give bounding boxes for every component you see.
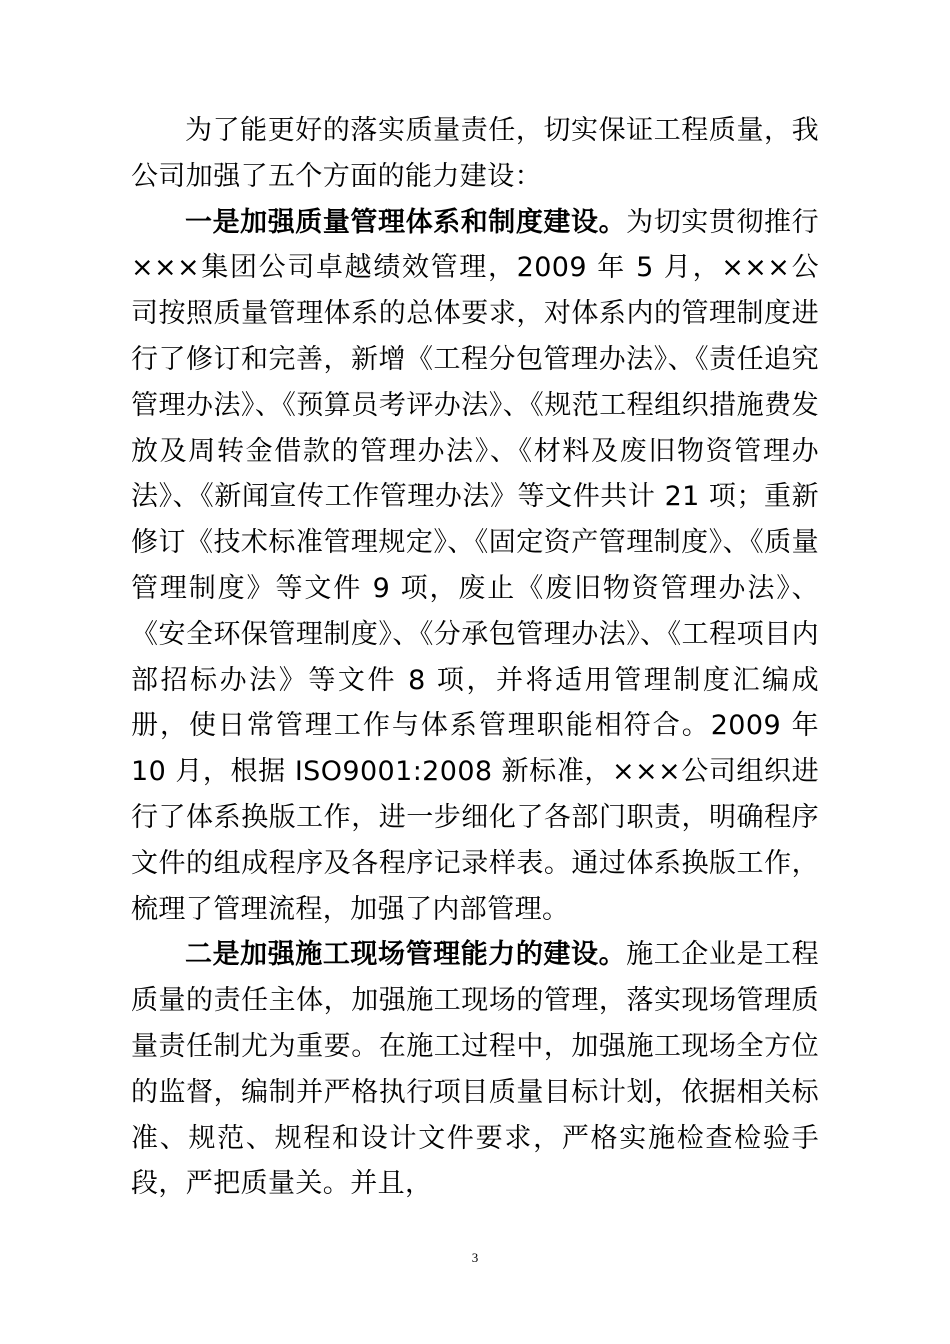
paragraph-system-building bbox=[131, 200, 819, 933]
paragraph-text: 施工企业是工程质量的责任主体，加强施工现场的管理，落实现场管理质量责任制尤为重要。在施工过程中，加强施工现场全方位的监督，编制并严格执行项目质量目标计划，依据相关标准、规范、规程和设计文件要求，严格实施检查检验手段，严把质量关。并且， bbox=[131, 939, 819, 1200]
paragraph-text: 为了能更好的落实质量责任，切实保证工程质量，我公司加强了五个方面的能力建设： bbox=[131, 115, 819, 192]
paragraph-intro bbox=[131, 108, 819, 200]
body-text bbox=[131, 108, 819, 1207]
paragraph-text: 为切实贯彻推行×××集团公司卓越绩效管理，2009 年 5 月，×××公司按照质量管理体系的总体要求，对体系内的管理制度进行了修订和完善，新增《工程分包管理办法》、《责任追究管理办法》、《预算员考评办法》、《规范工程组织措施费发放及周转金借款的管理办法》、《材料及废旧物资管理办法》、《新闻宣传工作管理办法》等文件共计 21 项；重新修订《技术标准管理规定》、《固定资产管理制度》、《质量管理制度》等文件 9 项，废止《废旧物资管理办法》、《安全环保管理制度》、《分承包管理办法》、《工程项目内部招标办法》等文件 8 项，并将适用管理制度汇编成册，使日常管理工作与体系管理职能相符合。2009 年 10 月，根据 ISO9001:2008 新标准，×××公司组织进行了体系换版工作，进一步细化了各部门职责，明确程序文件的组成程序及各程序记录样表。通过体系换版工作，梳理了管理流程，加强了内部管理。 bbox=[131, 206, 819, 925]
page-number: 3 bbox=[471, 1250, 479, 1265]
paragraph-lead: 二是加强施工现场管理能力的建设。 bbox=[185, 939, 627, 971]
paragraph-site-management bbox=[131, 932, 819, 1207]
paragraph-lead: 一是加强质量管理体系和制度建设。 bbox=[185, 206, 627, 238]
